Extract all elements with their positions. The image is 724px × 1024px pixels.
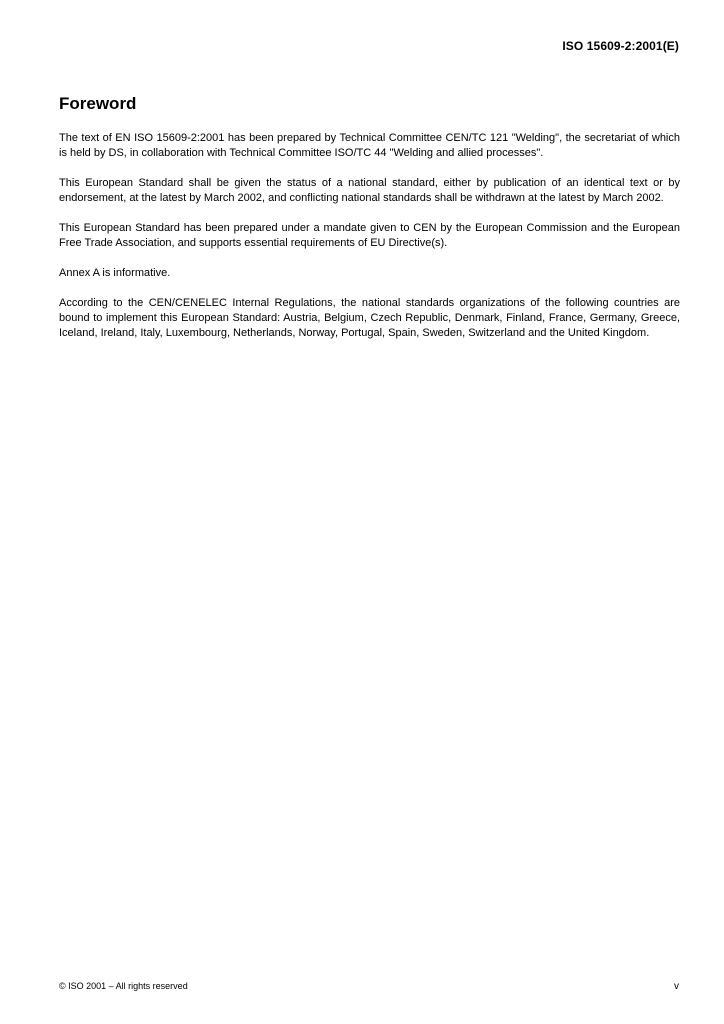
page-number: v (674, 981, 679, 992)
paragraph-mandate: This European Standard has been prepared under a mandate given to CEN by the European Commission and the European Free Trade Association, and supports essential requirements of EU Directive(s). (59, 222, 680, 249)
paragraph-regulations: According to the CEN/CENELEC Internal Regulations, the national standards organizations of the following countries are bound to implement this European Standard: Austria, Belgium, Czech Republic, Denmark, Finland, France, Germany, Greece, Iceland, Ireland, Italy, Luxembourg, Netherlands, Norway, Portugal, Spain, Sweden, Switzerland and the United Kingdom. (59, 297, 680, 339)
document-identifier: ISO 15609-2:2001(E) (562, 39, 679, 53)
paragraph-preparation: The text of EN ISO 15609-2:2001 has been prepared by Technical Committee CEN/TC 121 "Welding", the secretariat of which is held by DS, in collaboration with Technical Committee ISO/TC 44 "Welding and allied processes". (59, 132, 680, 159)
paragraph-national-status: This European Standard shall be given the status of a national standard, either by publication of an identical text or by endorsement, at the latest by March 2002, and conflicting national standards shall be withdrawn at the latest by March 2002. (59, 177, 680, 204)
foreword-body (59, 131, 680, 356)
paragraph-annex: Annex A is informative. (59, 267, 171, 279)
footer-copyright: © ISO 2001 – All rights reserved (59, 981, 188, 991)
foreword-heading: Foreword (59, 94, 137, 113)
